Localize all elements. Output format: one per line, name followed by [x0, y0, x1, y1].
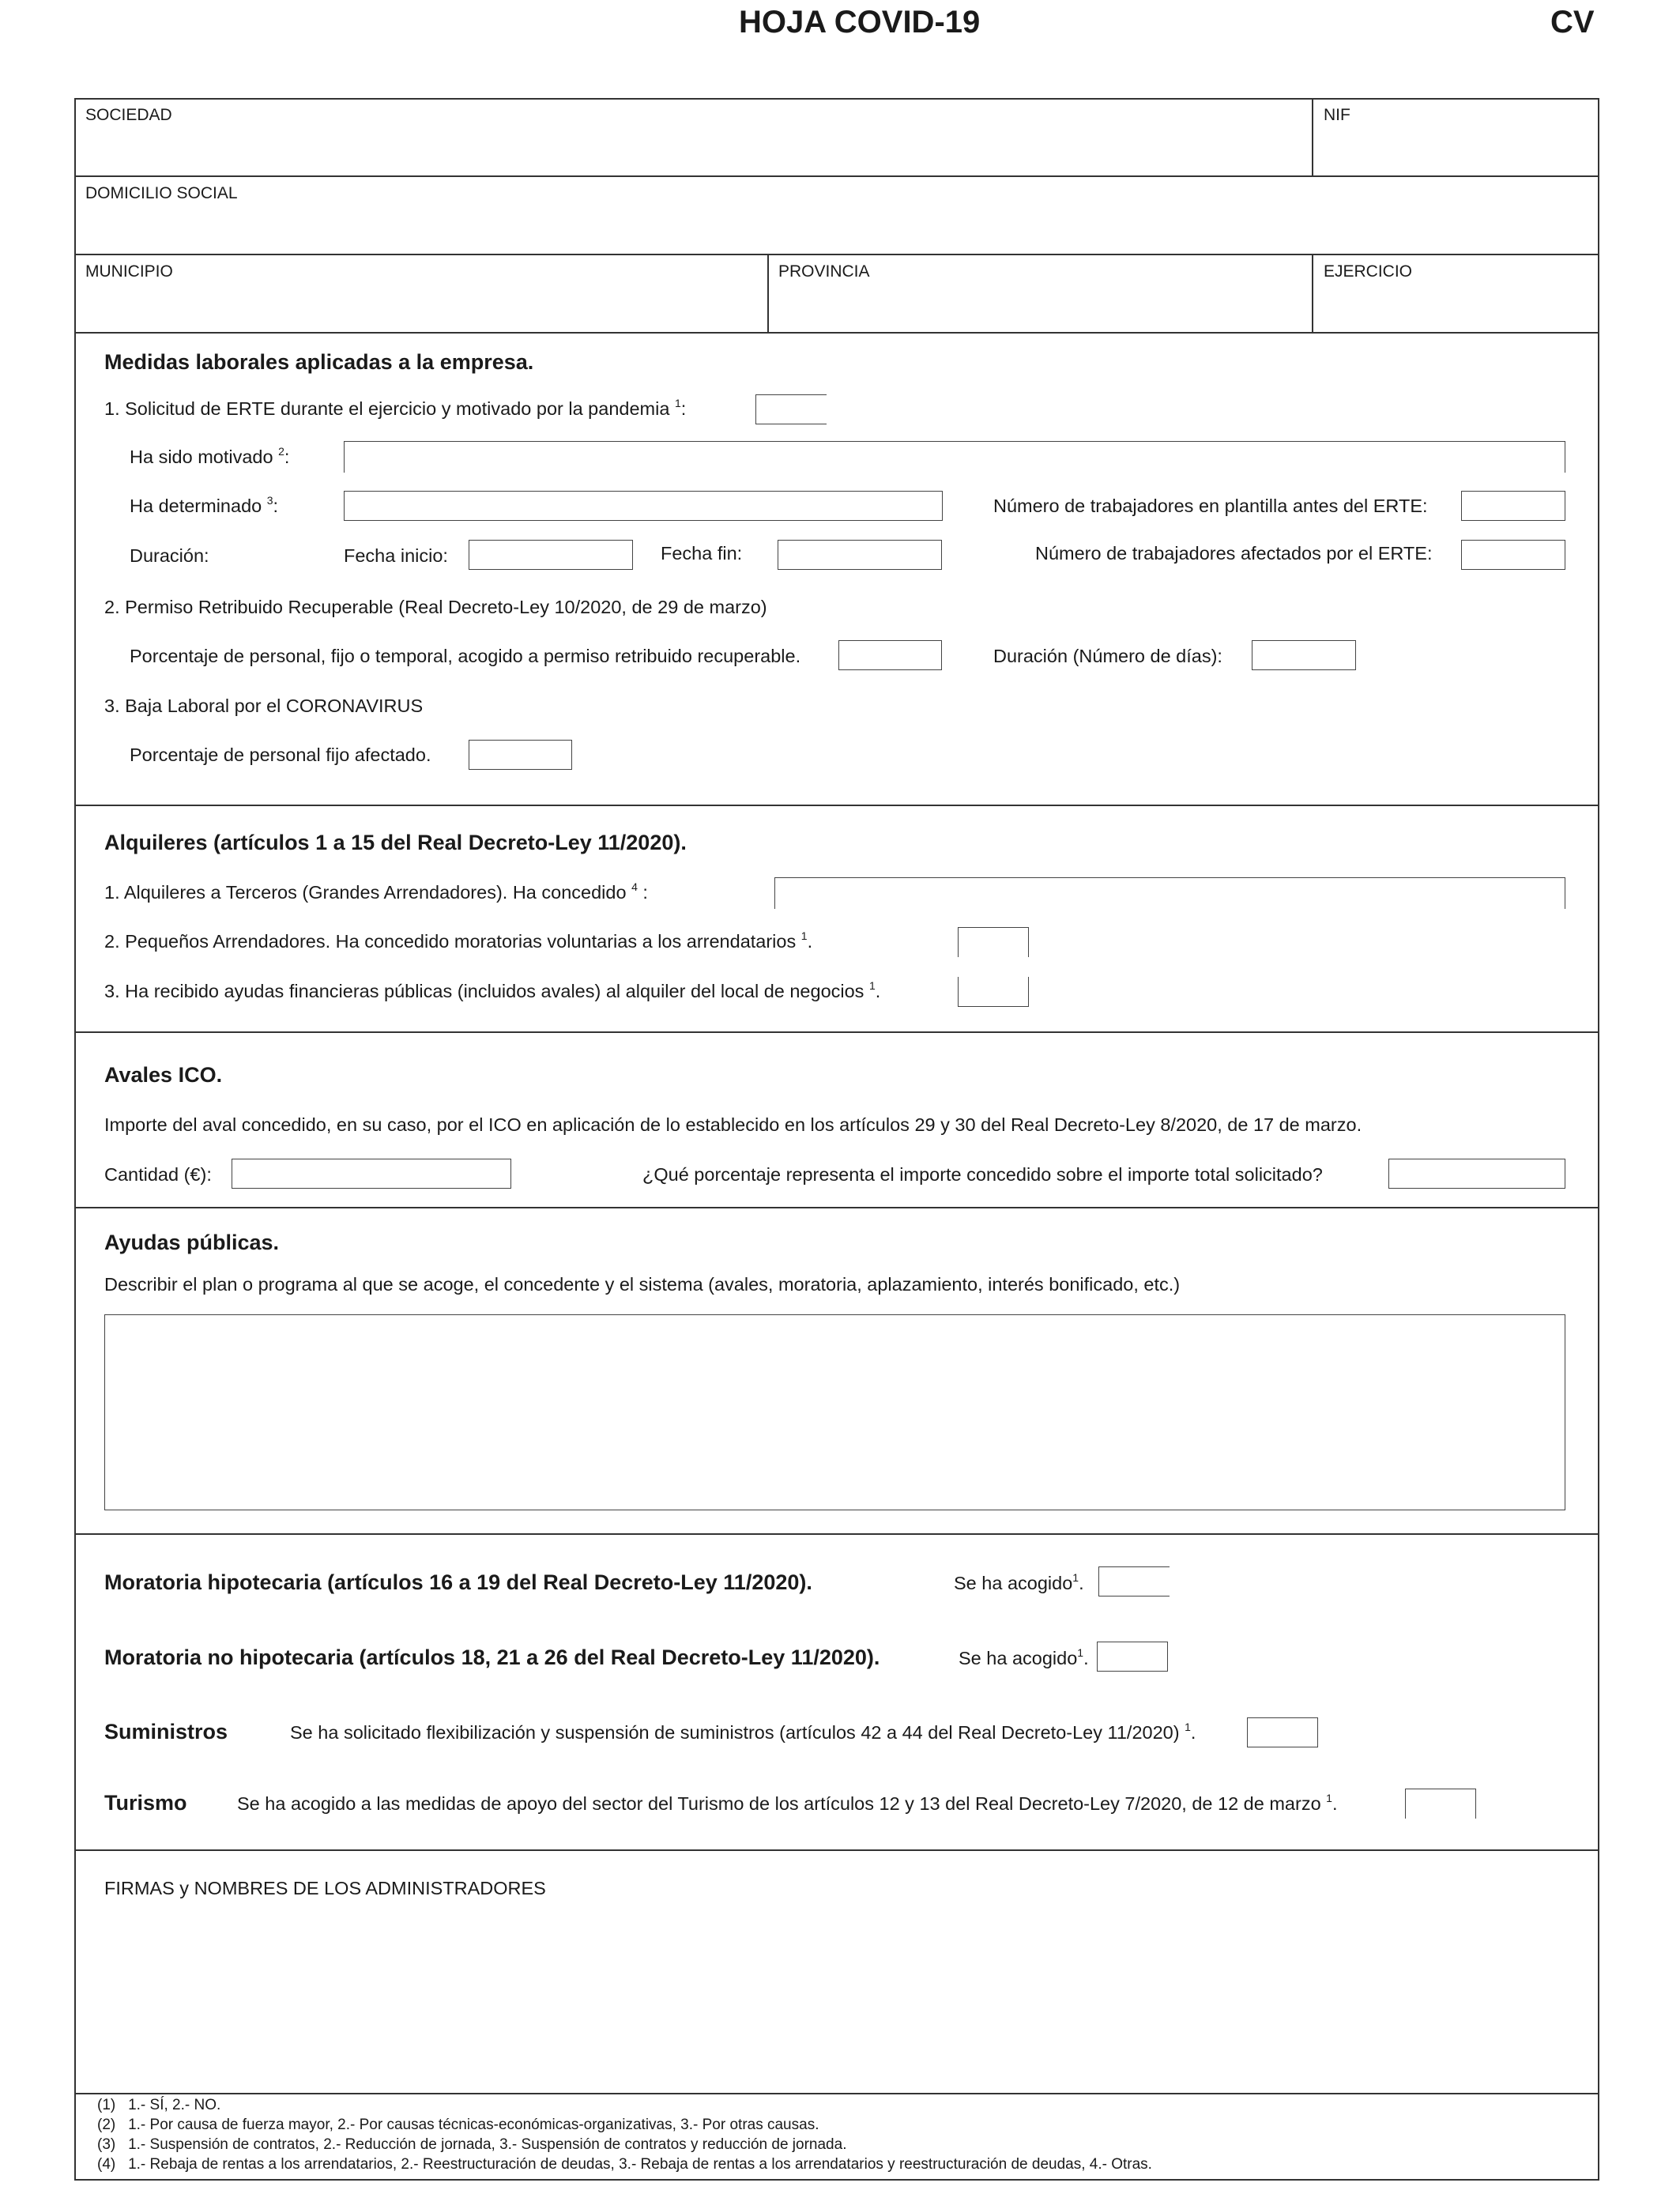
duracion-dias-field[interactable] [1252, 640, 1356, 670]
divider [74, 1533, 1599, 1535]
avales-desc: Importe del aval concedido, en su caso, por el ICO en aplicación de lo establecido en los artículos 29 y 30 del Real Decreto-Ley 8/2020, de 17 de marzo. [104, 1114, 1362, 1135]
baja-question: 3. Baja Laboral por el CORONAVIRUS [104, 696, 424, 716]
trabajadores-afectados-field[interactable] [1461, 540, 1565, 570]
firmas-area[interactable] [79, 1905, 1595, 2087]
sociedad-label: SOCIEDAD [85, 106, 172, 124]
determinado-text: Ha determinado [130, 496, 267, 516]
ayudas-title: Ayudas públicas. [104, 1231, 280, 1254]
colon: : [637, 882, 648, 903]
motivado-field[interactable] [344, 441, 1565, 473]
dot: . [807, 931, 813, 952]
footnote-ref: 1 [1326, 1792, 1332, 1804]
footnote-ref: 4 [631, 880, 638, 893]
ayudas-alquiler-box[interactable] [958, 977, 1029, 1007]
motivado-label [130, 447, 289, 468]
medidas-title: Medidas laborales aplicadas a la empresa. [104, 350, 534, 374]
ayudas-textarea[interactable] [104, 1314, 1565, 1510]
porcentaje-permiso-field[interactable] [838, 640, 942, 670]
provincia-field[interactable] [773, 285, 1305, 327]
domicilio-field[interactable] [79, 207, 1595, 250]
fecha-fin-field[interactable] [778, 540, 942, 570]
pequenos-arrendadores-text: 2. Pequeños Arrendadores. Ha concedido moratorias voluntarias a los arrendatarios [104, 931, 801, 952]
sociedad-field[interactable] [79, 128, 1305, 171]
erte-answer-box[interactable] [755, 394, 827, 424]
turismo-title: Turismo [104, 1791, 187, 1815]
footnote-ref: 3 [266, 494, 273, 507]
trabajadores-afectados-label: Número de trabajadores afectados por el ERTE: [1035, 543, 1433, 564]
alquileres-terceros-field[interactable] [774, 877, 1565, 909]
cantidad-label: Cantidad (€): [104, 1164, 212, 1185]
suministros-box[interactable] [1247, 1717, 1318, 1747]
footnote-ref: 1 [800, 929, 808, 942]
dot: . [1190, 1722, 1196, 1743]
divider [74, 1207, 1599, 1208]
alquileres-title: Alquileres (artículos 1 a 15 del Real Decreto-Ley 11/2020). [104, 831, 687, 854]
ayudas-desc: Describir el plan o programa al que se acoge, el concedente y el sistema (avales, moratoria, aplazamiento, interés bonificado, etc.) [104, 1274, 1181, 1295]
pequenos-arrendadores-label [104, 931, 812, 952]
moratoria-hipotecaria-box[interactable] [1098, 1566, 1170, 1596]
moratoria-no-hipotecaria-label [959, 1648, 1089, 1669]
nif-field[interactable] [1318, 128, 1595, 171]
dot: . [1083, 1648, 1089, 1668]
dot: . [875, 981, 881, 1001]
colon: : [680, 398, 687, 419]
colon: : [273, 496, 279, 516]
suministros-title: Suministros [104, 1720, 228, 1744]
turismo-label [237, 1793, 1338, 1815]
footnote-ref: 2 [278, 445, 284, 458]
porcentaje-fijo-field[interactable] [469, 740, 572, 770]
divider [74, 1849, 1599, 1851]
fecha-inicio-field[interactable] [469, 540, 633, 570]
determinado-field[interactable] [344, 491, 943, 521]
turismo-box[interactable] [1405, 1789, 1476, 1819]
divider [74, 332, 1599, 334]
porcentaje-fijo-label: Porcentaje de personal fijo afectado. [130, 745, 431, 765]
municipio-label: MUNICIPIO [85, 262, 173, 281]
ayudas-alquiler-label [104, 981, 880, 1002]
duracion-dias-label: Duración (Número de días): [993, 646, 1222, 666]
cantidad-field[interactable] [232, 1159, 511, 1189]
trabajadores-antes-field[interactable] [1461, 491, 1565, 521]
form-code: CV [1550, 5, 1595, 40]
ejercicio-label: EJERCICIO [1324, 262, 1413, 281]
footnote-ref: 1 [674, 397, 681, 409]
footnote-ref: 1 [1077, 1646, 1084, 1659]
porcentaje-permiso-label: Porcentaje de personal, fijo o temporal, acogido a permiso retribuido recuperable. [130, 646, 801, 666]
footnote-number: (4) [97, 2156, 116, 2173]
divider [74, 1031, 1599, 1033]
moratoria-no-hipotecaria-box[interactable] [1097, 1642, 1168, 1672]
domicilio-label: DOMICILIO SOCIAL [85, 184, 238, 202]
alquileres-terceros-label [104, 882, 648, 903]
erte-question [104, 398, 686, 420]
ayudas-alquiler-text: 3. Ha recibido ayudas financieras públicas (incluidos avales) al alquiler del local de negocios [104, 981, 869, 1001]
divider [74, 175, 1599, 177]
determinado-label [130, 496, 278, 517]
footnote-text: 1.- SÍ, 2.- NO. [128, 2097, 221, 2113]
divider [1312, 98, 1313, 175]
permiso-question: 2. Permiso Retribuido Recuperable (Real Decreto-Ley 10/2020, de 29 de marzo) [104, 597, 767, 617]
fecha-fin-label: Fecha fin: [661, 543, 743, 564]
dot: . [1079, 1573, 1084, 1593]
footnote-number: (3) [97, 2136, 116, 2153]
trabajadores-antes-label: Número de trabajadores en plantilla antes del ERTE: [993, 496, 1428, 516]
ejercicio-field[interactable] [1318, 285, 1595, 327]
municipio-field[interactable] [79, 285, 760, 327]
nif-label: NIF [1324, 106, 1350, 124]
alquileres-terceros-text: 1. Alquileres a Terceros (Grandes Arrendadores). Ha concedido [104, 882, 632, 903]
duracion-label: Duración: [130, 545, 209, 566]
provincia-label: PROVINCIA [778, 262, 870, 281]
footnote-text: 1.- Suspensión de contratos, 2.- Reducción de jornada, 3.- Suspensión de contratos y reducción de jornada. [128, 2136, 847, 2153]
footnote-number: (1) [97, 2097, 116, 2113]
footnote-ref: 1 [868, 979, 876, 992]
acogido-text: Se ha acogido [959, 1648, 1078, 1668]
motivado-text: Ha sido motivado [130, 447, 279, 467]
suministros-label [290, 1722, 1196, 1744]
footnote-item [97, 2136, 846, 2154]
colon: : [284, 447, 290, 467]
footnote-number: (2) [97, 2117, 116, 2133]
moratoria-hipotecaria-label [954, 1573, 1084, 1594]
divider [74, 805, 1599, 806]
moratoria-hipotecaria-title: Moratoria hipotecaria (artículos 16 a 19 del Real Decreto-Ley 11/2020). [104, 1570, 812, 1594]
footnote-text: 1.- Por causa de fuerza mayor, 2.- Por causas técnicas-económicas-organizativas, 3.- Por otras causas. [128, 2117, 819, 2133]
divider [767, 254, 769, 332]
erte-question-text: 1. Solicitud de ERTE durante el ejercicio y motivado por la pandemia [104, 398, 675, 419]
footnote-item [97, 2117, 819, 2134]
fecha-inicio-label: Fecha inicio: [344, 545, 448, 566]
turismo-text: Se ha acogido a las medidas de apoyo del sector del Turismo de los artículos 12 y 13 del Real Decreto-Ley 7/2020, de 12 de marzo [237, 1793, 1327, 1814]
firmas-label: FIRMAS y NOMBRES DE LOS ADMINISTRADORES [104, 1878, 546, 1898]
acogido-text: Se ha acogido [954, 1573, 1073, 1593]
avales-title: Avales ICO. [104, 1063, 223, 1087]
divider [1312, 254, 1313, 332]
footnote-ref: 1 [1072, 1571, 1079, 1584]
divider [74, 254, 1599, 255]
footnote-text: 1.- Rebaja de rentas a los arrendatarios, 2.- Reestructuración de deudas, 3.- Rebaja de rentas a los arrendatarios y reestructuración de deudas, 4.- Otras. [128, 2156, 1152, 2173]
porcentaje-ico-label: ¿Qué porcentaje representa el importe concedido sobre el importe total solicitado? [642, 1164, 1323, 1185]
porcentaje-ico-field[interactable] [1388, 1159, 1565, 1189]
footnote-item [97, 2156, 1152, 2173]
suministros-text: Se ha solicitado flexibilización y suspensión de suministros (artículos 42 a 44 del Real Decreto-Ley 11/2020) [290, 1722, 1185, 1743]
moratoria-no-hipotecaria-title: Moratoria no hipotecaria (artículos 18, 21 a 26 del Real Decreto-Ley 11/2020). [104, 1646, 880, 1669]
page-title: HOJA COVID-19 [739, 5, 981, 40]
footnote-item [97, 2097, 220, 2114]
footnote-ref: 1 [1185, 1721, 1191, 1733]
pequenos-arrendadores-box[interactable] [958, 927, 1029, 957]
divider [74, 2093, 1599, 2094]
dot: . [1332, 1793, 1338, 1814]
